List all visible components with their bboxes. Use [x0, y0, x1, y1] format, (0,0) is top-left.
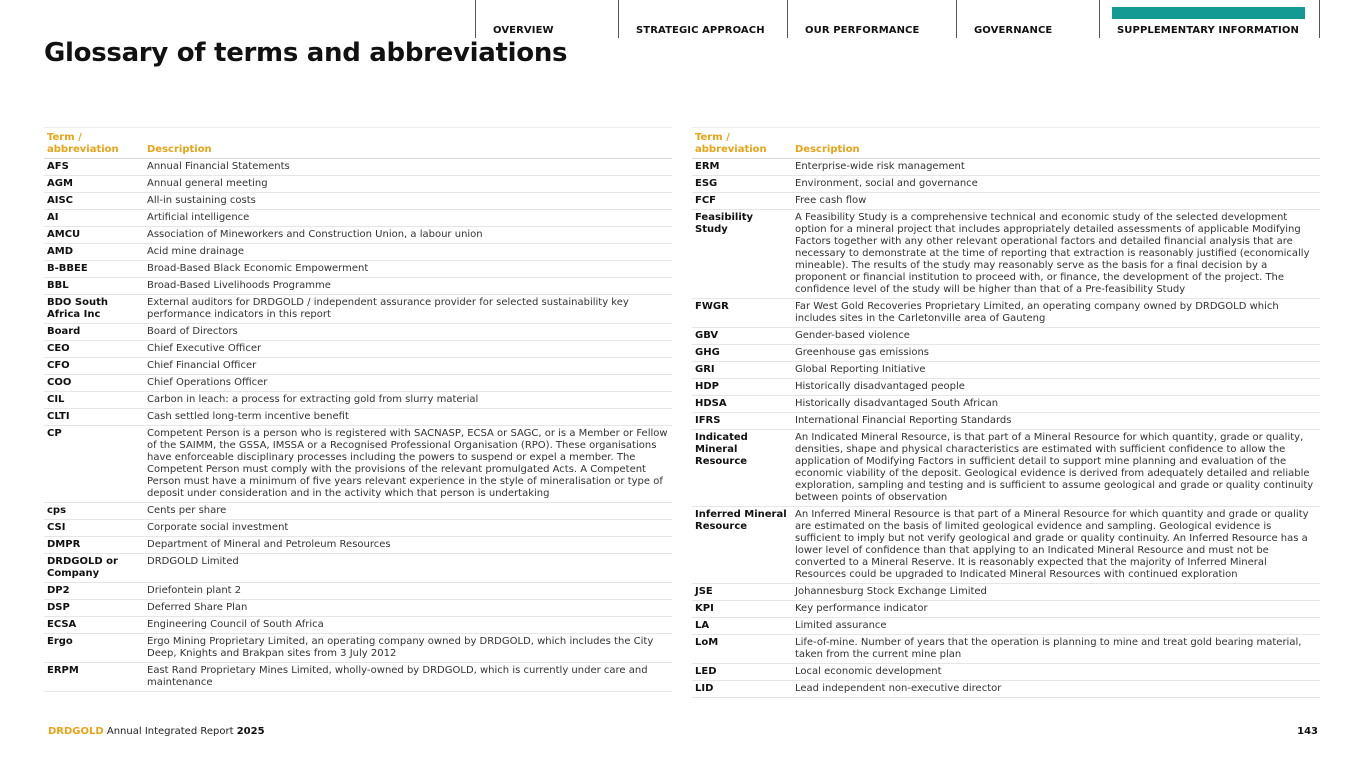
description-cell: Johannesburg Stock Exchange Limited [792, 584, 1320, 601]
description-cell: Deferred Share Plan [144, 600, 672, 617]
description-cell: Ergo Mining Proprietary Limited, an operating company owned by DRDGOLD, which includes the City Deep, Knights and Brakpan sites from 3 July 2012 [144, 634, 672, 663]
description-cell: Corporate social investment [144, 520, 672, 537]
description-cell: Chief Operations Officer [144, 375, 672, 392]
term-cell: IFRS [692, 413, 792, 430]
description-cell: Artificial intelligence [144, 210, 672, 227]
description-cell: Lead independent non-executive director [792, 681, 1320, 698]
nav-tab-label: SUPPLEMENTARY INFORMATION [1117, 25, 1299, 36]
description-cell: Board of Directors [144, 324, 672, 341]
table-row [44, 244, 672, 261]
term-cell: LED [692, 664, 792, 681]
term-cell: LID [692, 681, 792, 698]
table-row [44, 295, 672, 324]
description-cell: Historically disadvantaged people [792, 379, 1320, 396]
table-row [44, 634, 672, 663]
page-number: 143 [1297, 726, 1318, 737]
table-row [44, 520, 672, 537]
description-cell: DRDGOLD Limited [144, 554, 672, 583]
table-row [44, 261, 672, 278]
description-cell: Annual Financial Statements [144, 159, 672, 176]
description-cell: An Indicated Mineral Resource, is that part of a Mineral Resource for which quantity, grade or quality, densities, shape and physical characteristics are estimated with sufficient confidence to allow the application of Modifying Factors in sufficient detail to support mine planning and evaluation of the economic viability of the deposit. Geological evidence is derived from adequately detailed and reliable exploration, sampling and testing and is sufficient to assume geological and grade or quality continuity between points of observation [792, 430, 1320, 507]
footer-report-title: Annual Integrated Report [106, 726, 234, 737]
table-row [44, 324, 672, 341]
term-cell: Board [44, 324, 144, 341]
description-cell: East Rand Proprietary Mines Limited, wholly-owned by DRDGOLD, which is currently under care and maintenance [144, 663, 672, 692]
description-cell: Life-of-mine. Number of years that the operation is planning to mine and treat gold bearing material, taken from the current mine plan [792, 635, 1320, 664]
table-row [692, 396, 1320, 413]
description-cell: Engineering Council of South Africa [144, 617, 672, 634]
description-cell: Far West Gold Recoveries Proprietary Limited, an operating company owned by DRDGOLD which includes sites in the Carletonville area of Gauteng [792, 299, 1320, 328]
nav-tab-supplementary-information[interactable] [1099, 0, 1320, 38]
description-column-header: Description [792, 128, 1320, 159]
table-row [44, 392, 672, 409]
term-cell: HDP [692, 379, 792, 396]
term-cell: FCF [692, 193, 792, 210]
table-row [692, 379, 1320, 396]
term-cell: AFS [44, 159, 144, 176]
table-row [692, 430, 1320, 507]
description-cell: International Financial Reporting Standards [792, 413, 1320, 430]
description-cell: Broad-Based Livelihoods Programme [144, 278, 672, 295]
description-cell: Free cash flow [792, 193, 1320, 210]
table-row [692, 413, 1320, 430]
footer-brand: DRDGOLD [48, 726, 104, 737]
table-row [44, 600, 672, 617]
table-row [44, 375, 672, 392]
table-row [692, 193, 1320, 210]
term-cell: CP [44, 426, 144, 503]
term-cell: cps [44, 503, 144, 520]
term-cell: DP2 [44, 583, 144, 600]
table-row [692, 159, 1320, 176]
table-row [44, 159, 672, 176]
table-row [44, 278, 672, 295]
description-cell: Global Reporting Initiative [792, 362, 1320, 379]
description-cell: Driefontein plant 2 [144, 583, 672, 600]
term-cell: CSI [44, 520, 144, 537]
table-row [44, 227, 672, 244]
description-cell: External auditors for DRDGOLD / independent assurance provider for selected sustainability key performance indicators in this report [144, 295, 672, 324]
table-row [692, 345, 1320, 362]
table-row [44, 358, 672, 375]
description-cell: Chief Financial Officer [144, 358, 672, 375]
glossary-right-body [692, 159, 1320, 698]
table-row [692, 664, 1320, 681]
term-cell: AI [44, 210, 144, 227]
table-row [44, 583, 672, 600]
description-cell: Environment, social and governance [792, 176, 1320, 193]
description-cell: A Feasibility Study is a comprehensive technical and economic study of the selected development option for a mineral project that includes appropriately detailed assessments of applicable Modifying Factors together with any other relevant operational factors and detailed financial analysis that are necessary to demonstrate at the time of reporting that extraction is reasonably justified (economically mineable). The results of the study may reasonably serve as the basis for a final decision by a proponent or financial institution to proceed with, or finance, the development of the project. The confidence level of the study will be higher than that of a Pre-feasibility Study [792, 210, 1320, 299]
table-row [44, 426, 672, 503]
description-cell: Chief Executive Officer [144, 341, 672, 358]
term-cell: Feasibility Study [692, 210, 792, 299]
term-cell: CIL [44, 392, 144, 409]
term-cell: AMD [44, 244, 144, 261]
table-row [692, 328, 1320, 345]
term-cell: HDSA [692, 396, 792, 413]
description-cell: An Inferred Mineral Resource is that part of a Mineral Resource for which quantity and grade or quality are estimated on the basis of limited geological evidence and sampling. Geological evidence is sufficient to imply but not verify geological and grade or quality continuity. An Inferred Resource has a lower level of confidence than that applying to an Indicated Mineral Resource and must not be converted to a Mineral Reserve. It is reasonably expected that the majority of Inferred Mineral Resources could be upgraded to Indicated Mineral Resources with continued exploration [792, 507, 1320, 584]
term-cell: AISC [44, 193, 144, 210]
term-cell: FWGR [692, 299, 792, 328]
term-cell: LA [692, 618, 792, 635]
table-header-row [44, 128, 672, 159]
glossary-left-body [44, 159, 672, 692]
table-row [692, 584, 1320, 601]
term-cell: DSP [44, 600, 144, 617]
description-cell: Gender-based violence [792, 328, 1320, 345]
term-cell: ERPM [44, 663, 144, 692]
term-cell: GBV [692, 328, 792, 345]
footer-year: 2025 [236, 726, 265, 737]
description-cell: Key performance indicator [792, 601, 1320, 618]
term-cell: CFO [44, 358, 144, 375]
table-row [692, 635, 1320, 664]
term-cell: KPI [692, 601, 792, 618]
description-cell: Carbon in leach: a process for extracting gold from slurry material [144, 392, 672, 409]
term-cell: CLTI [44, 409, 144, 426]
term-cell: COO [44, 375, 144, 392]
table-row [692, 362, 1320, 379]
description-cell: Historically disadvantaged South African [792, 396, 1320, 413]
description-cell: Cash settled long-term incentive benefit [144, 409, 672, 426]
term-cell: GRI [692, 362, 792, 379]
nav-tab-overview[interactable]: OVERVIEW [475, 0, 618, 38]
description-cell: Local economic development [792, 664, 1320, 681]
term-cell: Indicated Mineral Resource [692, 430, 792, 507]
glossary-table-right [692, 127, 1320, 698]
table-row [692, 210, 1320, 299]
term-cell: ESG [692, 176, 792, 193]
description-cell: All-in sustaining costs [144, 193, 672, 210]
description-cell: Department of Mineral and Petroleum Resources [144, 537, 672, 554]
term-column-header: Term / abbreviation [692, 128, 792, 159]
table-row [692, 601, 1320, 618]
table-row [692, 176, 1320, 193]
table-row [44, 210, 672, 227]
footer-report-name [48, 726, 265, 737]
description-cell: Annual general meeting [144, 176, 672, 193]
description-cell: Cents per share [144, 503, 672, 520]
table-row [44, 503, 672, 520]
table-row [44, 663, 672, 692]
description-cell: Acid mine drainage [144, 244, 672, 261]
term-cell: BDO South Africa Inc [44, 295, 144, 324]
table-row [44, 554, 672, 583]
table-row [44, 537, 672, 554]
term-column-header: Term / abbreviation [44, 128, 144, 159]
table-row [44, 193, 672, 210]
term-cell: B-BBEE [44, 261, 144, 278]
top-navigation [475, 0, 1320, 38]
table-row [44, 409, 672, 426]
term-cell: DRDGOLD or Company [44, 554, 144, 583]
term-cell: GHG [692, 345, 792, 362]
description-cell: Broad-Based Black Economic Empowerment [144, 261, 672, 278]
term-cell: ERM [692, 159, 792, 176]
table-row [44, 176, 672, 193]
description-cell: Competent Person is a person who is registered with SACNASP, ECSA or SAGC, or is a Member or Fellow of the SAIMM, the GSSA, IMSSA or a Recognised Professional Organisation (RPO). These organisations have enforceable disciplinary processes including the powers to suspend or expel a member. The Competent Person must comply with the provisions of the relevant promulgated Acts. A Competent Person must have a minimum of five years relevant experience in the style of mineralisation or type of deposit under consideration and in the activity which that person is undertaking [144, 426, 672, 503]
table-row [692, 507, 1320, 584]
term-cell: Inferred Mineral Resource [692, 507, 792, 584]
table-row [692, 299, 1320, 328]
term-cell: ECSA [44, 617, 144, 634]
term-cell: AMCU [44, 227, 144, 244]
term-cell: AGM [44, 176, 144, 193]
description-column-header: Description [144, 128, 672, 159]
term-cell: CEO [44, 341, 144, 358]
description-cell: Association of Mineworkers and Construction Union, a labour union [144, 227, 672, 244]
active-tab-indicator [1112, 7, 1305, 19]
term-cell: DMPR [44, 537, 144, 554]
table-row [692, 681, 1320, 698]
nav-tab-governance[interactable]: GOVERNANCE [956, 0, 1099, 38]
description-cell: Greenhouse gas emissions [792, 345, 1320, 362]
glossary-table-left [44, 127, 672, 692]
description-cell: Enterprise-wide risk management [792, 159, 1320, 176]
table-row [692, 618, 1320, 635]
table-row [44, 341, 672, 358]
term-cell: JSE [692, 584, 792, 601]
nav-tab-strategic-approach[interactable]: STRATEGIC APPROACH [618, 0, 787, 38]
table-row [44, 617, 672, 634]
table-header-row [692, 128, 1320, 159]
term-cell: Ergo [44, 634, 144, 663]
term-cell: BBL [44, 278, 144, 295]
nav-tab-our-performance[interactable]: OUR PERFORMANCE [787, 0, 956, 38]
term-cell: LoM [692, 635, 792, 664]
page-title: Glossary of terms and abbreviations [44, 38, 568, 68]
description-cell: Limited assurance [792, 618, 1320, 635]
